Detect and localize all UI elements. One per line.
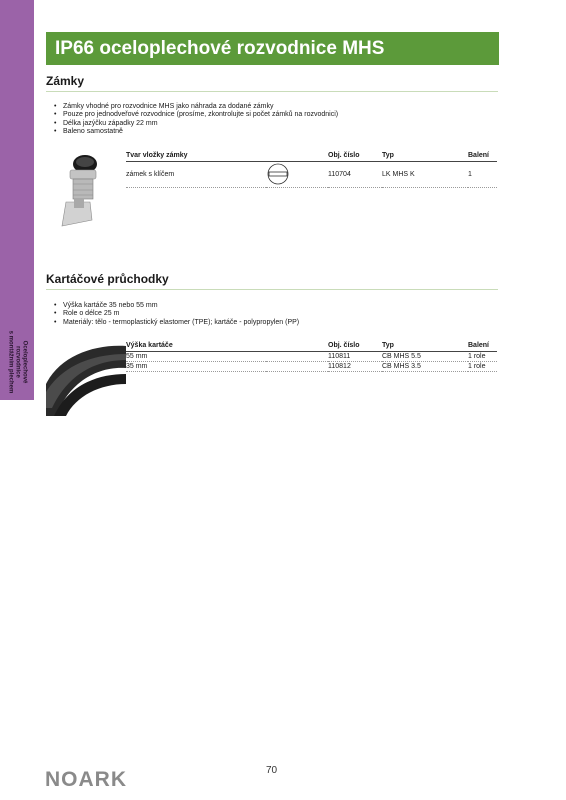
brush-roll-image (46, 340, 126, 416)
order-code-cell: 110811 (328, 352, 382, 362)
type-cell: CB MHS 5.5 (382, 352, 468, 362)
column-header (266, 151, 328, 162)
type-cell: CB MHS 3.5 (382, 362, 468, 372)
side-chapter-line-2: rozvodnice (14, 346, 21, 378)
insert-shape-cell (266, 162, 328, 188)
column-header: Balení (468, 151, 497, 162)
column-header: Obj. číslo (328, 341, 382, 352)
list-item: • Materiály: tělo - termoplastický elastomer (TPE); kartáče - polypropylen (PP) (54, 319, 299, 327)
list-item: • Role o délce 25 m (54, 310, 299, 318)
order-code-cell: 110704 (328, 162, 382, 188)
side-chapter-line-3: s montážním plechem (7, 330, 14, 394)
list-item: • Délka jazýčku západky 22 mm (54, 120, 338, 128)
order-code-cell: 110812 (328, 362, 382, 372)
column-header: Tvar vložky zámky (126, 151, 266, 162)
locks-table (126, 151, 497, 188)
brand-logo: NOARK (45, 768, 127, 791)
list-item: • Pouze pro jednodveřové rozvodnice (prosíme, zkontrolujte si počet zámků na rozvodnici) (54, 111, 338, 119)
side-chapter-line-1: Oceloplechové (21, 340, 28, 384)
slot-insert-icon (266, 163, 290, 185)
brush-height-cell: 55 mm (126, 352, 266, 362)
column-header: Typ (382, 341, 468, 352)
page-title: IP66 oceloplechové rozvodnice MHS (55, 38, 385, 59)
locks-section-title: Zámky (46, 74, 85, 88)
column-header: Výška kartáče (126, 341, 266, 352)
packaging-cell: 1 role (468, 352, 497, 362)
lock-name-cell: zámek s klíčem (126, 162, 266, 188)
brush-height-cell: 35 mm (126, 362, 266, 372)
locks-bullet-list (54, 103, 338, 136)
column-header: Obj. číslo (328, 151, 382, 162)
brushes-section-rule (46, 289, 498, 290)
brushes-section-title: Kartáčové průchodky (46, 272, 169, 286)
locks-section-rule (46, 91, 498, 92)
table-row (126, 352, 497, 362)
column-header: Balení (468, 341, 497, 352)
column-header: Typ (382, 151, 468, 162)
table-row (126, 362, 497, 372)
page-number: 70 (266, 765, 278, 776)
column-header (266, 341, 328, 352)
lock-product-image (52, 150, 110, 232)
packaging-cell: 1 role (468, 362, 497, 372)
brushes-table (126, 341, 497, 372)
list-item: • Výška kartáče 35 nebo 55 mm (54, 302, 299, 310)
packaging-cell: 1 (468, 162, 497, 188)
list-item: • Baleno samostatně (54, 128, 338, 136)
side-chapter-label (7, 331, 28, 394)
brushes-bullet-list (54, 302, 299, 327)
table-row (126, 162, 497, 188)
type-cell: LK MHS K (382, 162, 468, 188)
list-item: • Zámky vhodné pro rozvodnice MHS jako náhrada za dodané zámky (54, 103, 338, 111)
page-title-banner (46, 32, 499, 65)
